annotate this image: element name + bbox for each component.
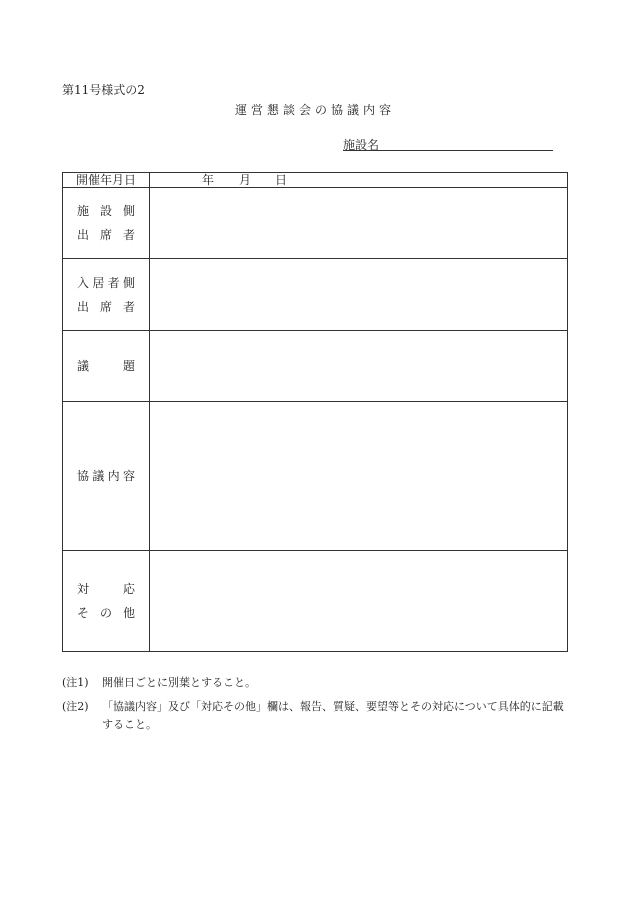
label-char: 容 [122, 469, 135, 483]
label-char: 設 [99, 204, 112, 218]
label-char: 議 [77, 359, 90, 373]
day-label: 日 [275, 173, 288, 187]
label-char: 席 [99, 228, 112, 242]
note-text: 開催日ごとに別葉とすること。 [102, 676, 256, 689]
label-char: の [99, 606, 112, 620]
month-label: 月 [239, 173, 252, 187]
label-char: 対 [77, 582, 90, 596]
meeting-record-table [62, 172, 568, 652]
date-label-cell [63, 173, 150, 188]
label-char: 題 [122, 359, 135, 373]
response-input[interactable] [150, 551, 568, 652]
agenda-row [63, 331, 568, 402]
discussion-label-cell [63, 402, 150, 551]
date-label: 開催年月日 [75, 173, 136, 187]
resident-attendees-label-cell [63, 259, 150, 331]
note-tag: (注1) [62, 676, 89, 689]
label-line [63, 199, 149, 223]
agenda-input[interactable] [150, 331, 568, 402]
label-char: 側 [122, 275, 135, 290]
label-char: そ [77, 606, 90, 620]
label-line [63, 464, 149, 488]
label-line [63, 271, 149, 295]
label-char: 出 [77, 299, 90, 314]
date-row [63, 173, 568, 188]
discussion-input[interactable] [150, 402, 568, 551]
facility-attendees-row [63, 188, 568, 259]
year-label: 年 [202, 173, 215, 187]
label-char: 出 [77, 228, 90, 242]
label-char: 施 [77, 204, 90, 218]
label-line [63, 295, 149, 319]
document-title: 運営懇談会の協議内容 [234, 103, 395, 117]
label-line [63, 223, 149, 247]
note-item [62, 698, 572, 734]
facility-name-label: 施設名 [343, 138, 380, 152]
label-char: 側 [122, 204, 135, 218]
note-text: 「協議内容」及び「対応その他」欄は、報告、質疑、要望等とその対応について具体的に記載すること。 [102, 700, 564, 731]
notes [62, 674, 572, 740]
label-line [63, 601, 149, 625]
form-number: 第11号様式の2 [62, 83, 145, 97]
facility-name-field[interactable] [343, 136, 553, 151]
date-value-cell[interactable] [150, 173, 568, 188]
note-tag: (注2) [62, 700, 89, 713]
facility-attendees-input[interactable] [150, 188, 568, 259]
agenda-label-cell [63, 331, 150, 402]
label-char: 席 [99, 299, 112, 314]
response-label-cell [63, 551, 150, 652]
label-char: 応 [122, 582, 135, 596]
label-line [63, 577, 149, 601]
label-char: 議 [92, 469, 105, 483]
response-row [63, 551, 568, 652]
resident-attendees-input[interactable] [150, 259, 568, 331]
discussion-row [63, 402, 568, 551]
label-char: 内 [107, 469, 120, 483]
facility-attendees-label-cell [63, 188, 150, 259]
label-char: 者 [122, 228, 135, 242]
label-char: 者 [122, 299, 135, 314]
label-char: 他 [122, 606, 135, 620]
label-char: 入 [77, 275, 90, 290]
label-char: 居 [92, 275, 105, 290]
resident-attendees-row [63, 259, 568, 331]
label-char: 者 [107, 275, 120, 290]
label-line [63, 354, 149, 378]
label-char: 協 [77, 469, 90, 483]
note-item [62, 674, 572, 692]
